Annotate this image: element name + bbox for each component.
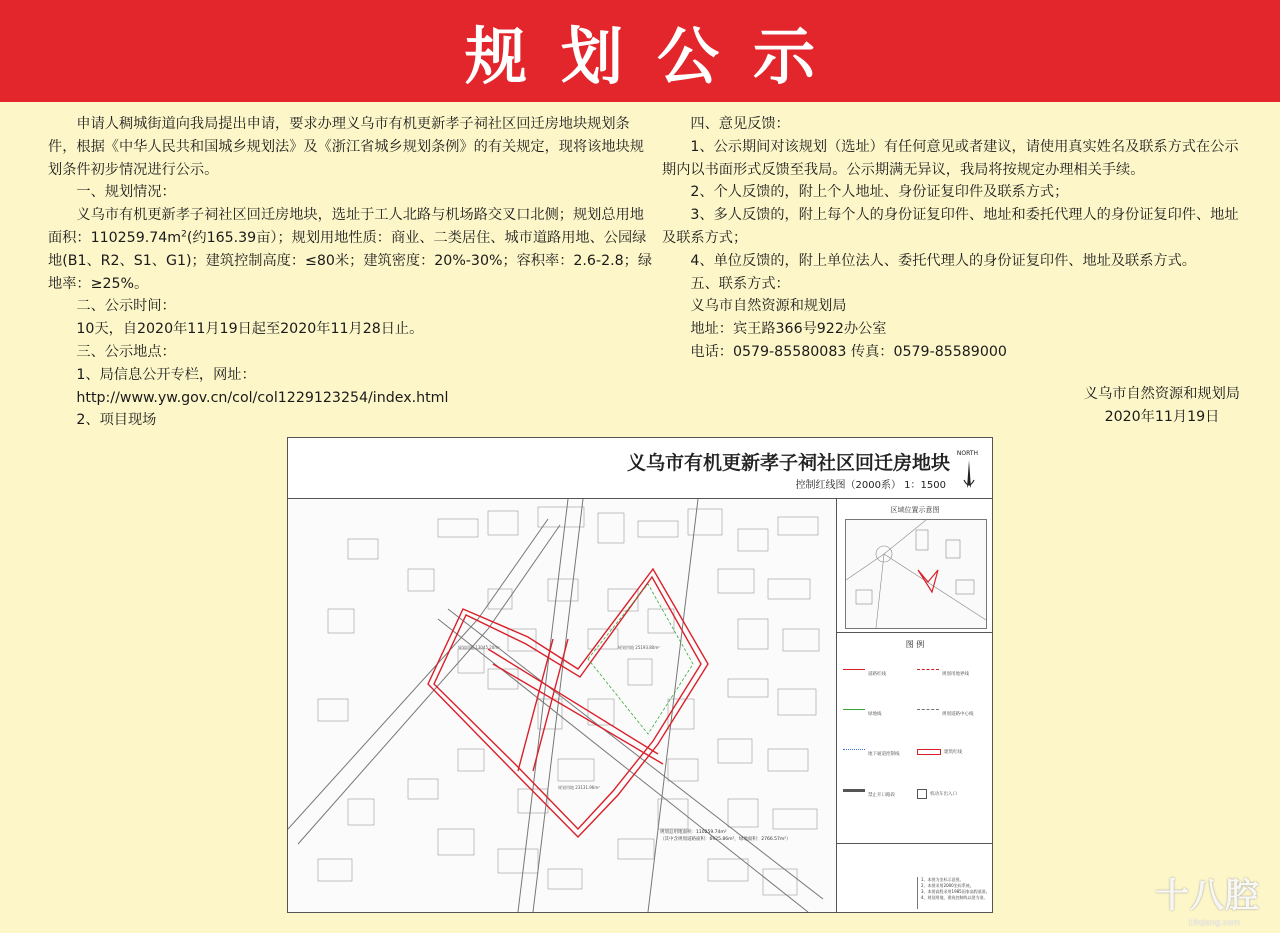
feedback-item-3: 3、多人反馈的，附上每个人的身份证复印件、地址和委托代理人的身份证复印件、地址及联系方式； xyxy=(662,207,1239,246)
feedback-item-4: 4、单位反馈的，附上单位法人、委托代理人的身份证复印件、地址及联系方式。 xyxy=(690,252,1196,269)
map-body xyxy=(288,499,836,912)
section-heading-contact: 五、联系方式： xyxy=(690,275,790,292)
legend-item-2: 规划用地界线 xyxy=(917,669,969,678)
left-column xyxy=(48,113,658,432)
legend-item-6: 建筑红线 xyxy=(917,749,962,755)
area-note-1: 规划总用地面积：110259.74m² xyxy=(660,830,727,835)
legend-item-8: 机动车出入口 xyxy=(917,789,957,799)
legend-box xyxy=(837,632,993,844)
legend-item-5: 地下通道控制线 xyxy=(843,749,900,758)
place-item-2: 2、项目现场 xyxy=(76,412,157,429)
plan-paragraph xyxy=(48,204,658,295)
contact-phone: 电话：0579-85580083 传真：0579-85589000 xyxy=(690,343,1007,360)
map-title: 义乌市有机更新孝子祠社区回迁房地块 xyxy=(626,452,950,474)
north-label: NORTH xyxy=(956,450,978,457)
feedback-item-2: 2、个人反馈的，附上个人地址、身份证复印件及联系方式； xyxy=(690,184,1069,201)
signature-org: 义乌市自然资源和规划局 xyxy=(1083,386,1240,402)
map-note-2: 2、本图采用2000坐标系统。 xyxy=(921,883,974,888)
intro-paragraph: 申请人稠城街道向我局提出申请，要求办理义乌市有机更新孝子祠社区回迁房地块规划条件，根据《中华人民共和国城乡规划法》及《浙江省城乡规划条例》的有关规定，现将该地块规划条件初步情况进行公示。 xyxy=(48,116,644,178)
legend-item-3: 绿地线 xyxy=(843,709,882,718)
place-item-1: 1、局信息公开专栏，网址： xyxy=(76,366,256,383)
location-map-title: 区域位置示意图 xyxy=(890,506,940,514)
right-column xyxy=(662,113,1247,364)
plan-text-a: 义乌市有机更新孝子祠社区回迁房地块，选址于工人北路与机场路交叉口北侧；规划总用地面积：110259.74m xyxy=(48,207,644,246)
svg-text:规划用地 25193.80m²: 规划用地 25193.80m² xyxy=(618,645,660,650)
map-notes xyxy=(917,877,995,909)
planning-map-panel xyxy=(287,437,993,913)
map-subtitle: 控制红线图（2000系） 1：1500 xyxy=(795,480,946,491)
site-plan-drawing xyxy=(288,499,836,912)
time-text: 10天，自2020年11月19日起至2020年11月28日止。 xyxy=(76,321,424,338)
section-heading-plan: 一、规划情况： xyxy=(76,184,176,201)
signature-block xyxy=(1084,383,1240,429)
area-note-2: （其中含规划道路面积：6925.86m²，绿地面积：2766.57m²） xyxy=(660,837,791,842)
map-note-1: 1、本图为坐标示意图。 xyxy=(921,877,964,882)
website-link[interactable]: http://www.yw.gov.cn/col/col1229123254/index.html xyxy=(76,389,449,406)
svg-text:规划用地 13045.20m²: 规划用地 13045.20m² xyxy=(458,645,500,650)
plan-text-b: (约165.39亩）；规划用地性质：商业、二类居住、城市道路用地、公园绿地(B1、R2、S1、G1)；建筑控制高度：≤80米；建筑密度：20%-30%；容积率：2.6-2.8；绿地率：≥25%。 xyxy=(48,229,653,292)
north-arrow-icon xyxy=(962,458,976,492)
map-side-panel xyxy=(836,499,993,912)
map-note-4: 4、规划用地、建筑控制线以图为准。 xyxy=(921,895,988,900)
watermark-url: 18qiang.com xyxy=(1187,918,1240,927)
banner-title: 规划公示 xyxy=(464,19,849,93)
location-map-drawing xyxy=(846,520,986,628)
area-note xyxy=(660,829,791,843)
contact-org: 义乌市自然资源和规划局 xyxy=(690,298,847,315)
section-heading-place: 三、公示地点： xyxy=(76,343,176,360)
legend-item-4: 规划道路中心线 xyxy=(917,709,974,718)
map-note-3: 3、本图高程采用1985国家高程基准。 xyxy=(921,889,990,894)
map-header xyxy=(288,438,992,499)
signature-date: 2020年11月19日 xyxy=(1104,408,1220,425)
plan-superscript: 2 xyxy=(181,229,187,240)
contact-address: 地址：宾王路366号922办公室 xyxy=(690,321,887,338)
feedback-item-1: 1、公示期间对该规划（选址）有任何意见或者建议，请使用真实姓名及联系方式在公示期内以书面形式反馈至我局。公示期满无异议，我局将按规定办理相关手续。 xyxy=(662,138,1239,178)
legend-item-1: 道路红线 xyxy=(843,669,886,678)
section-heading-time: 二、公示时间： xyxy=(76,298,176,315)
section-heading-feedback: 四、意见反馈： xyxy=(690,116,790,132)
legend-title: 图 例 xyxy=(905,640,925,649)
banner xyxy=(0,0,1280,102)
location-map xyxy=(845,519,987,629)
watermark-logo: 十八腔 xyxy=(1155,876,1260,916)
legend-item-7: 禁止开口路段 xyxy=(843,789,895,800)
svg-text:规划用地 23131.96m²: 规划用地 23131.96m² xyxy=(558,785,600,790)
